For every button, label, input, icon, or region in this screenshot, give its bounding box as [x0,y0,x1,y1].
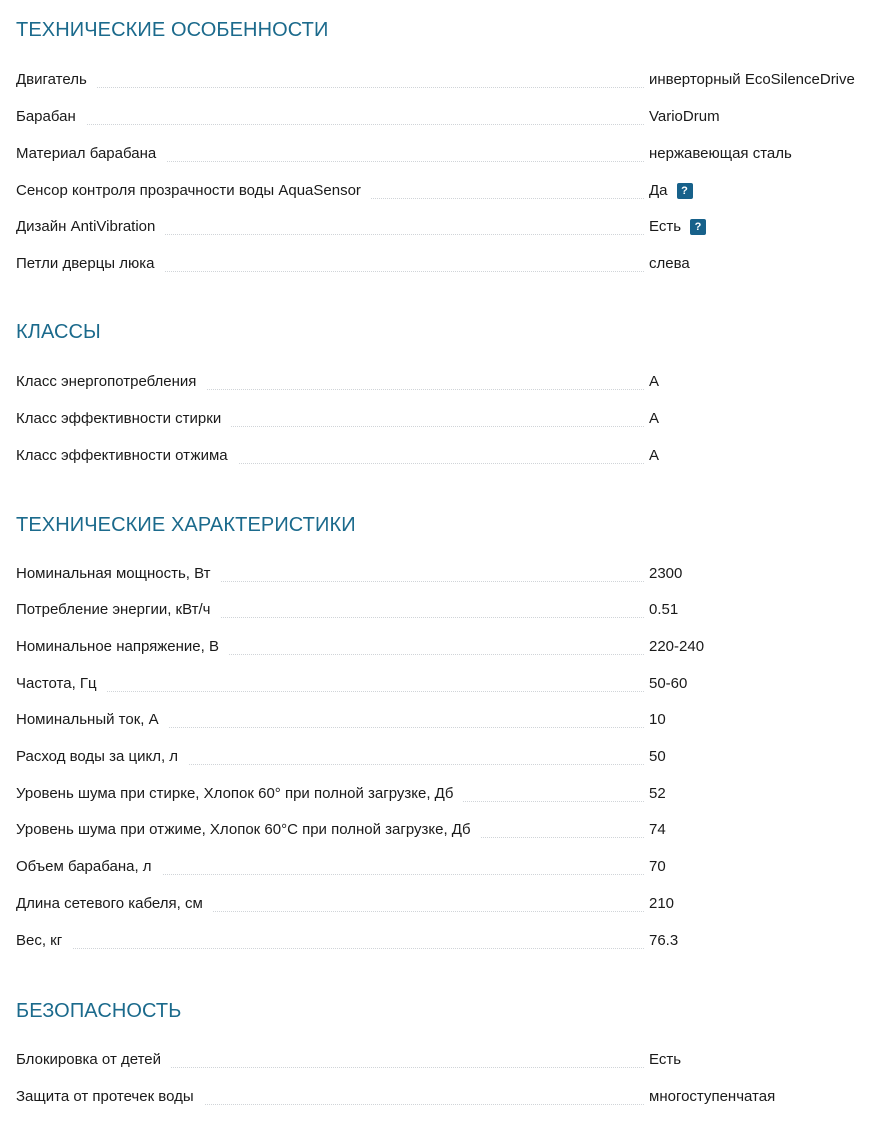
help-question-icon[interactable]: ? [677,183,693,199]
dotted-leader [16,124,644,125]
spec-row-power [16,563,872,587]
spec-value: Есть [649,218,682,235]
spec-value: Да [649,182,668,199]
spec-row-spin-class [16,445,872,469]
spec-label: Потребление энергии, кВт/ч [16,601,220,618]
spec-label: Дизайн AntiVibration [16,218,165,235]
spec-value: 50 [649,748,666,765]
spec-value: 52 [649,785,666,802]
spec-label: Двигатель [16,71,97,88]
spec-row-leak-protection [16,1086,872,1110]
spec-value: A [649,447,660,464]
spec-value: 50-60 [649,675,688,692]
spec-label: Блокировка от детей [16,1051,171,1068]
spec-label: Класс эффективности отжима [16,447,238,464]
spec-label: Барабан [16,108,86,125]
spec-label: Номинальная мощность, Вт [16,565,221,582]
spec-row-noise-spin [16,819,872,843]
spec-row-wash-class [16,408,872,432]
spec-row-noise-wash [16,783,872,807]
spec-value: 220-240 [649,638,705,655]
spec-value: VarioDrum [649,108,720,125]
spec-label: Номинальное напряжение, В [16,638,229,655]
spec-row-energy-class [16,371,872,395]
spec-value: 10 [649,711,666,728]
spec-value: нержавеющая сталь [649,145,792,162]
spec-row-water-consumption [16,746,872,770]
spec-value: 0.51 [649,601,679,618]
spec-value: A [649,410,660,427]
spec-row-frequency [16,673,872,697]
spec-label: Класс энергопотребления [16,373,206,390]
dotted-leader [16,691,644,692]
spec-value: Есть [649,1051,682,1068]
spec-row-antivibration [16,216,872,240]
spec-label: Материал барабана [16,145,166,162]
spec-label: Класс эффективности стирки [16,410,231,427]
spec-value: 210 [649,895,675,912]
spec-label: Частота, Гц [16,675,107,692]
spec-label: Петли дверцы люка [16,255,164,272]
spec-row-drum-volume [16,856,872,880]
spec-label: Сенсор контроля прозрачности воды AquaSensor [16,182,371,199]
help-question-icon[interactable]: ? [690,219,706,235]
spec-label: Уровень шума при отжиме, Хлопок 60°C при полной загрузке, Дб [16,821,481,838]
section-title: БЕЗОПАСНОСТЬ [16,1000,182,1022]
spec-row-door-hinges [16,253,872,277]
spec-label: Длина сетевого кабеля, см [16,895,213,912]
spec-value: слева [649,255,690,272]
spec-row-aquasensor [16,180,872,204]
spec-value: 74 [649,821,666,838]
spec-label: Объем барабана, л [16,858,162,875]
spec-row-weight [16,930,872,954]
spec-value: 2300 [649,565,683,582]
spec-row-drum-material [16,143,872,167]
spec-label: Вес, кг [16,932,72,949]
spec-value: 70 [649,858,666,875]
spec-label: Уровень шума при стирке, Хлопок 60° при полной загрузке, Дб [16,785,463,802]
dotted-leader [16,87,644,88]
spec-row-drum [16,106,872,130]
spec-label: Расход воды за цикл, л [16,748,188,765]
spec-label: Номинальный ток, А [16,711,169,728]
spec-label: Защита от протечек воды [16,1088,204,1105]
section-title: ТЕХНИЧЕСКИЕ ОСОБЕННОСТИ [16,19,329,41]
spec-row-cable-length [16,893,872,917]
spec-row-child-lock [16,1049,872,1073]
spec-row-voltage [16,636,872,660]
spec-value: A [649,373,660,390]
spec-value: 76.3 [649,932,679,949]
spec-row-current [16,709,872,733]
spec-row-motor [16,69,872,93]
section-title: ТЕХНИЧЕСКИЕ ХАРАКТЕРИСТИКИ [16,514,356,536]
dotted-leader [16,948,644,949]
spec-row-energy-consumption [16,599,872,623]
spec-value: многоступенчатая [649,1088,776,1105]
spec-value: инверторный EcoSilenceDrive [649,71,855,88]
section-title: КЛАССЫ [16,321,101,343]
